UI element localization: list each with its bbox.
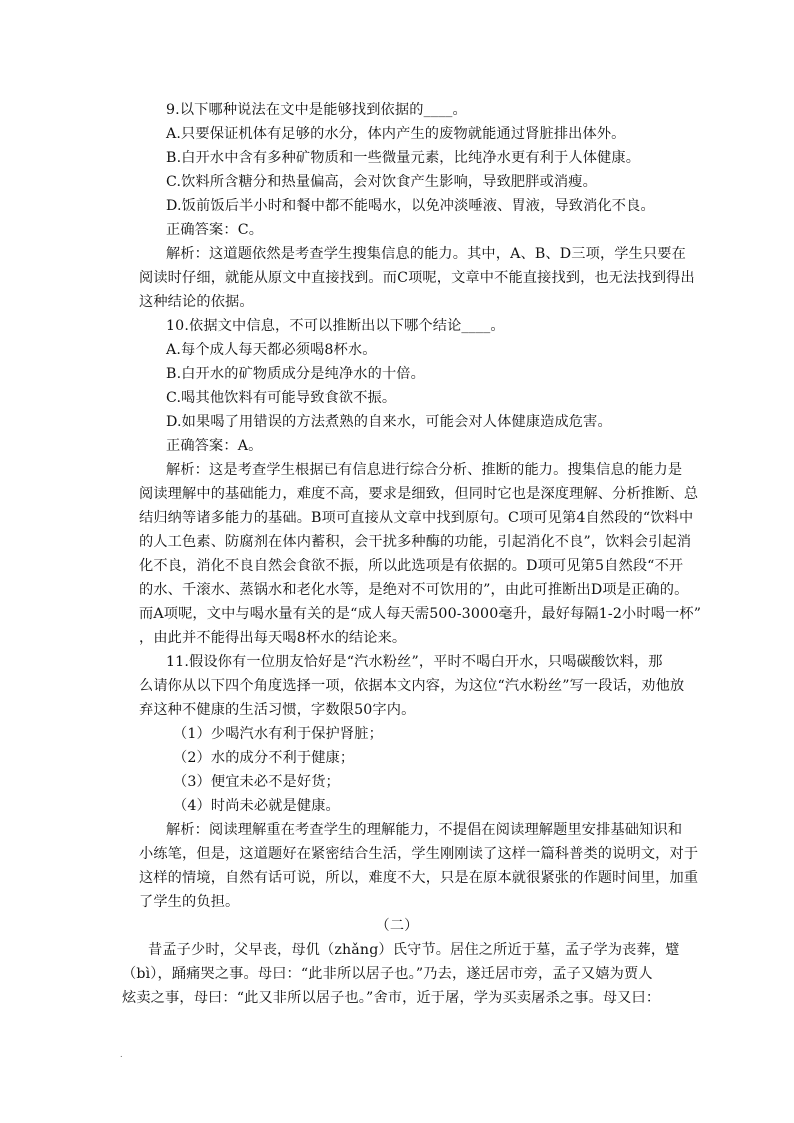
q10-analysis-line: 的人工色素、防腐剂在体内蓄积，会干扰多种酶的功能，引起消化不良”，饮料会引起消 bbox=[139, 534, 692, 550]
q9-analysis-line: 解析：这道题依然是考查学生搜集信息的能力。其中，A、B、D三项，学生只要在 bbox=[166, 246, 686, 262]
q9-analysis-line: 这种结论的依据。 bbox=[139, 294, 254, 310]
q10-option-c: C.喝其他饮料有可能导致食欲不振。 bbox=[166, 390, 397, 406]
q10-option-d: D.如果喝了用错误的方法煮熟的自来水，可能会对人体健康造成危害。 bbox=[166, 414, 612, 430]
q11-stem-line: 11.假设你有一位朋友恰好是“汽水粉丝”，平时不喝白开水，只喝碳酸饮料，那 bbox=[166, 654, 663, 670]
q11-analysis-line: 了学生的负担。 bbox=[139, 894, 240, 910]
q9-option-c: C.饮料所含糖分和热量偏高，会对饮食产生影响，导致肥胖或消瘦。 bbox=[166, 174, 597, 190]
q10-analysis-line: 化不良，消化不良自然会食欲不振，所以此选项是有依据的。D项可见第5自然段“不开 bbox=[139, 558, 684, 574]
q9-option-a: A.只要保证机体有足够的水分，体内产生的废物就能通过肾脏排出体外。 bbox=[166, 126, 626, 142]
q11-analysis-line: 小练笔，但是，这道题好在紧密结合生活，学生刚刚读了这样一篇科普类的说明文，对于 bbox=[139, 846, 699, 862]
q11-stem-line: 弃这种不健康的生活习惯，字数限50字内。 bbox=[139, 702, 416, 718]
q9-analysis-line: 阅读时仔细，就能从原文中直接找到。而C项呢，文章中不能直接找到，也无法找到得出 bbox=[139, 270, 695, 286]
q11-angle-4: （4）时尚未必就是健康。 bbox=[173, 798, 340, 814]
section-heading: （二） bbox=[375, 918, 419, 934]
q10-analysis-line: 结归纳等诸多能力的基础。B项可直接从文章中找到原句。C项可见第4自然段的“饮料中 bbox=[139, 510, 694, 526]
q10-stem: 10.依据文中信息，不可以推断出以下哪个结论____。 bbox=[166, 318, 505, 334]
classical-text-line: 昔孟子少时，父早丧，母仉（zhǎng）氏守节。居住之所近于墓，孟子学为丧葬，躄 bbox=[148, 942, 680, 958]
q11-angle-3: （3）便宜未必不是好货； bbox=[173, 774, 340, 790]
footer-dot: . bbox=[120, 1050, 123, 1059]
q11-stem-line: 么请你从以下四个角度选择一项，依据本文内容，为这位“汽水粉丝”写一段话，劝他放 bbox=[139, 678, 685, 694]
q10-analysis-line: ，由此并不能得出每天喝8杯水的结论来。 bbox=[139, 630, 407, 646]
q9-option-d: D.饭前饭后半小时和餐中都不能喝水，以免冲淡唾液、胃液，导致消化不良。 bbox=[166, 198, 655, 214]
q11-analysis-line: 这样的情境，自然有话可说，所以，难度不大，只是在原本就很紧张的作题时间里，加重 bbox=[139, 870, 699, 886]
q9-answer: 正确答案：C。 bbox=[166, 222, 264, 238]
q10-analysis-line: 的水、千滚水、蒸锅水和老化水等，是绝对不可饮用的”，由此可推断出D项是正确的。 bbox=[139, 582, 689, 598]
q11-analysis-line: 解析：阅读理解重在考查学生的理解能力，不提倡在阅读理解题里安排基础知识和 bbox=[166, 822, 683, 838]
q11-angle-2: （2）水的成分不利于健康； bbox=[173, 750, 355, 766]
q10-analysis-line: 而A项呢，文中与喝水量有关的是“成人每天需500-3000毫升，最好每隔1-2小时喝一杯” bbox=[139, 606, 702, 622]
q10-option-b: B.白开水的矿物质成分是纯净水的十倍。 bbox=[166, 366, 425, 382]
q10-option-a: A.每个成人每天都必须喝8杯水。 bbox=[166, 342, 377, 358]
classical-text-line: 炫卖之事，母曰：“此又非所以居子也。”舍市，近于屠，学为买卖屠杀之事。母又曰： bbox=[122, 990, 661, 1006]
classical-text-line: （bì），踊痛哭之事。母曰：“此非所以居子也。”乃去，遂迁居市旁，孟子又嬉为贾人 bbox=[122, 966, 653, 982]
q10-analysis-line: 阅读理解中的基础能力，难度不高，要求是细致，但同时它也是深度理解、分析推断、总 bbox=[139, 486, 699, 502]
q11-angle-1: （1）少喝汽水有利于保护肾脏； bbox=[173, 726, 383, 742]
q9-stem: 9.以下哪种说法在文中是能够找到依据的____。 bbox=[166, 102, 467, 118]
q10-analysis-line: 解析：这是考查学生根据已有信息进行综合分析、推断的能力。搜集信息的能力是 bbox=[166, 462, 683, 478]
q10-answer: 正确答案：A。 bbox=[166, 438, 263, 454]
q9-option-b: B.白开水中含有多种矿物质和一些微量元素，比纯净水更有利于人体健康。 bbox=[166, 150, 641, 166]
